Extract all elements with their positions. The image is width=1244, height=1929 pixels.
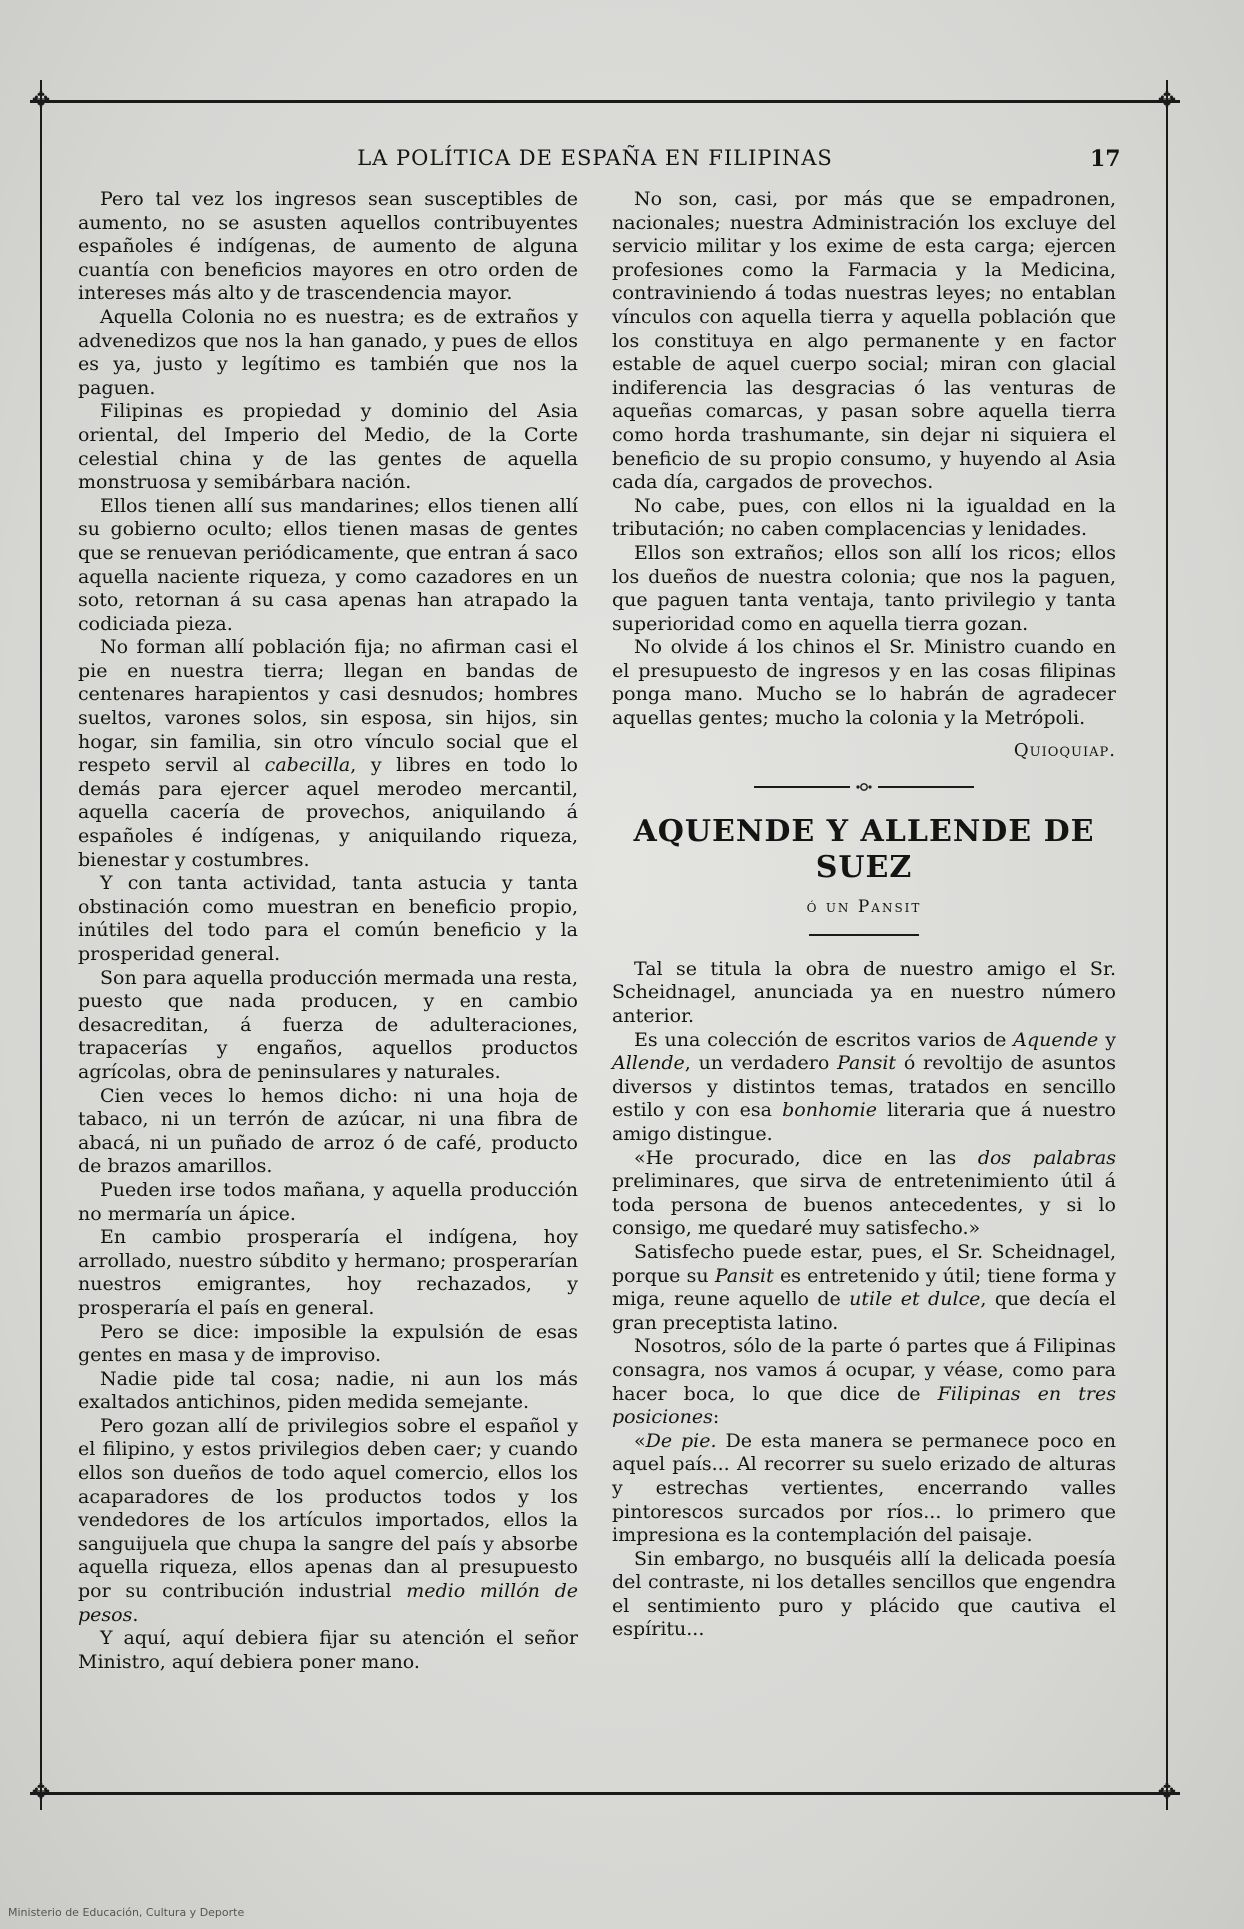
paragraph-text: Satisfecho puede estar, pues, el Sr. Scheidnagel, porque su	[612, 1240, 1116, 1287]
paragraph-text: ó revoltijo de asuntos diversos y distintos temas, tratados en sencillo estilo y con esa	[612, 1052, 1116, 1122]
frame-corner-ornament-icon: ✥	[31, 88, 51, 113]
paragraph: Son para aquella producción mermada una resta, puesto que nada producen, y en cambio desacreditan, á fuerza de adulteraciones, trapacerías y engaños, aquellos productos agrícolas, obra de peninsulares y naturales.	[78, 966, 578, 1083]
italic-term: Pansit	[837, 1052, 897, 1075]
left-column	[78, 188, 578, 1674]
frame-rule-top	[30, 100, 1180, 103]
page-number: 17	[1090, 146, 1121, 172]
frame-corner-ornament-icon: ✥	[31, 1780, 51, 1805]
paragraph	[612, 1029, 1116, 1147]
paragraph: Y con tanta actividad, tanta astucia y tanta obstinación como muestran en beneficio propio, inútiles del todo para el común beneficio y la prosperidad general.	[78, 872, 578, 965]
paragraph-text: .	[132, 1603, 139, 1626]
paragraph	[612, 1335, 1116, 1429]
paragraph: Ellos tienen allí sus mandarines; ellos tienen allí su gobierno oculto; ellos tienen masas de gentes que se renuevan periódicamente, que entran á saco aquella naciente riqueza, y como cazadores en un soto, retornan á su casa apenas han atrapado la codiciada pieza.	[78, 494, 578, 635]
paragraph	[612, 1430, 1116, 1548]
footer-credit: Ministerio de Educación, Cultura y Deporte	[8, 1906, 245, 1919]
paragraph-text: «	[634, 1429, 646, 1452]
paragraph-text: No forman allí población fija; no afirman casi el pie en nuestra tierra; llegan en bandas de centenares harapientos y casi desnudos; hombres sueltos, varones solos, sin esposa, sin hijos, sin hogar, sin familia, sin otro vínculo social que el respeto servil al	[78, 636, 578, 777]
paragraph: Filipinas es propiedad y dominio del Asia oriental, del Imperio del Medio, de la Corte celestial china y de las gentes de aquella monstruosa y semibárbara nación.	[78, 400, 578, 494]
italic-term: Allende	[612, 1052, 685, 1075]
paragraph	[612, 1147, 1116, 1241]
paragraph: Ellos son extraños; ellos son allí los ricos; ellos los dueños de nuestra colonia; que nos la paguen, que paguen tanta ventaja, tanto privilegio y tanta superioridad como en aquella tierra gozan.	[612, 541, 1116, 635]
article-title: AQUENDE Y ALLENDE DE SUEZ	[633, 814, 1095, 886]
article-subtitle: ó un Pansit	[806, 897, 922, 918]
title-divider	[809, 934, 919, 936]
section-separator-ornament-icon	[754, 782, 974, 792]
paragraph-text: literaria que á nuestro amigo distingue.	[612, 1099, 1116, 1145]
italic-term: medio millón de pesos	[78, 1580, 578, 1626]
frame-corner-ornament-icon: ✥	[1157, 1780, 1177, 1805]
right-column	[612, 188, 1116, 1642]
paragraph-text: , un verdadero	[684, 1052, 838, 1075]
italic-term: dos palabras	[977, 1146, 1116, 1169]
paragraph: Tal se titula la obra de nuestro amigo el Sr. Scheidnagel, anunciada ya en nuestro número anterior.	[612, 957, 1116, 1028]
paragraph-text: De esta manera se permanece poco en aquel país... Al recorrer su suelo erizado de alturas y estrechas vertientes, encerrando valles pintorescos surcados por ríos... lo primero que impresiona es la contemplación del paisaje.	[612, 1429, 1116, 1547]
paragraph: Sin embargo, no busquéis allí la delicada poesía del contraste, ni los detalles sencillos que engendra el sentimiento puro y plácido que cautiva el espíritu...	[612, 1547, 1116, 1641]
paragraph	[78, 636, 578, 872]
frame-rule-right	[1166, 80, 1168, 1810]
paragraph-text: preliminares, que sirva de entretenimiento útil á toda persona de buenos antecedentes, y si lo consigo, me quedaré muy satisfecho.»	[612, 1170, 1116, 1240]
running-title: LA POLÍTICA DE ESPAÑA EN FILIPINAS	[357, 146, 833, 170]
paragraph: Y aquí, aquí debiera fijar su atención el señor Ministro, aquí debiera poner mano.	[78, 1627, 578, 1673]
paragraph-text: Pero gozan allí de privilegios sobre el español y el filipino, y estos privilegios deben caer; y cuando ellos son dueños de todo aquel comercio, ellos los acaparadores de los productos todos y los vendedores de los artículos importados, ellos la sanguijuela que chupa la sangre del país y absorbe aquella riqueza, ellos apenas dan al presupuesto por su contribución industrial	[78, 1414, 578, 1603]
italic-term: Filipinas en tres posiciones	[612, 1382, 1116, 1429]
paragraph: No son, casi, por más que se empadronen, nacionales; nuestra Administración los excluye del servicio militar y los exime de esta carga; ejercen profesiones como la Farmacia y la Medicina, contraviniendo á todas nuestras leyes; no entablan vínculos con aquella tierra y aquella población que los constituya en algo permanente y en factor estable de aquel cuerpo social; miran con glacial indiferencia las desgracias ó las venturas de aqueñas comarcas, y pasan sobre aquella tierra como horda trashumante, sin dejar ni siquiera el beneficio de su propio consumo, y huyendo al Asia cada día, cargados de provechos.	[612, 188, 1116, 494]
paragraph-text: , que decía el gran preceptista latino.	[612, 1288, 1117, 1334]
italic-term: bonhomie	[782, 1099, 877, 1122]
frame-rule-left	[40, 80, 42, 1810]
paragraph-text: , y libres en todo lo demás para ejercer aquel merodeo mercantil, aquella cacería de provechos, aniquilando á españoles é indígenas, y aniquilando riqueza, bienestar y costumbres.	[78, 754, 578, 871]
frame-rule-bottom	[30, 1792, 1180, 1795]
italic-term: cabecilla	[264, 754, 351, 777]
paragraph: No olvide á los chinos el Sr. Ministro cuando en el presupuesto de ingresos y en las cosas filipinas ponga mano. Mucho se lo habrán de agradecer aquellas gentes; mucho la colonia y la Metrópoli.	[612, 636, 1116, 730]
paragraph-text: «He procurado, dice en las	[634, 1146, 978, 1169]
paragraph: En cambio prosperaría el indígena, hoy arrollado, nuestro súbdito y hermano; prosperarían nuestros emigrantes, hoy rechazados, y prosperaría el país en general.	[78, 1226, 578, 1319]
paragraph: No cabe, pues, con ellos ni la igualdad en la tributación; no caben complacencias y lenidades.	[612, 494, 1116, 541]
paragraph-text: :	[712, 1406, 720, 1429]
paragraph: Pero se dice: imposible la expulsión de esas gentes en masa y de improviso.	[78, 1320, 578, 1367]
paragraph-text: y	[1098, 1028, 1116, 1051]
paragraph	[612, 1241, 1116, 1335]
paragraph	[78, 1415, 578, 1627]
running-head	[50, 142, 1170, 182]
italic-term: Pansit	[714, 1264, 774, 1287]
frame-corner-ornament-icon: ✥	[1157, 88, 1177, 113]
paragraph: Cien veces lo hemos dicho: ni una hoja de tabaco, ni un terrón de azúcar, ni una fibra de abacá, ni un puñado de arroz ó de café, producto de brazos amarillos.	[78, 1084, 578, 1178]
italic-term: De pie.	[645, 1429, 717, 1452]
paragraph-text: Es una colección de escritos varios de	[634, 1028, 1014, 1051]
paragraph: Pueden irse todos mañana, y aquella producción no mermaría un ápice.	[78, 1178, 578, 1225]
paragraph-text: Nosotros, sólo de la parte ó partes que á Filipinas consagra, nos vamos á ocupar, y véase, como para hacer boca, lo que dice de	[612, 1335, 1116, 1405]
paragraph: Pero tal vez los ingresos sean susceptibles de aumento, no se asusten aquellos contribuyentes españoles é indígenas, de aumento de alguna cuantía con beneficios mayores en otro orden de intereses más alto y de trascendencia mayor.	[78, 188, 578, 305]
paragraph-text: es entretenido y útil; tiene forma y miga, reune aquello de	[612, 1264, 1116, 1311]
paragraph: Aquella Colonia no es nuestra; es de extraños y advenedizos que nos la han ganado, y pues de ellos es ya, justo y legítimo es también que nos la paguen.	[78, 305, 578, 399]
paragraph: Nadie pide tal cosa; nadie, ni aun los más exaltados antichinos, piden medida semejante.	[78, 1367, 578, 1414]
italic-term: utile et dulce	[849, 1288, 981, 1311]
italic-term: Aquende	[1013, 1028, 1099, 1051]
author-signature: Quioquiap.	[1013, 739, 1116, 761]
